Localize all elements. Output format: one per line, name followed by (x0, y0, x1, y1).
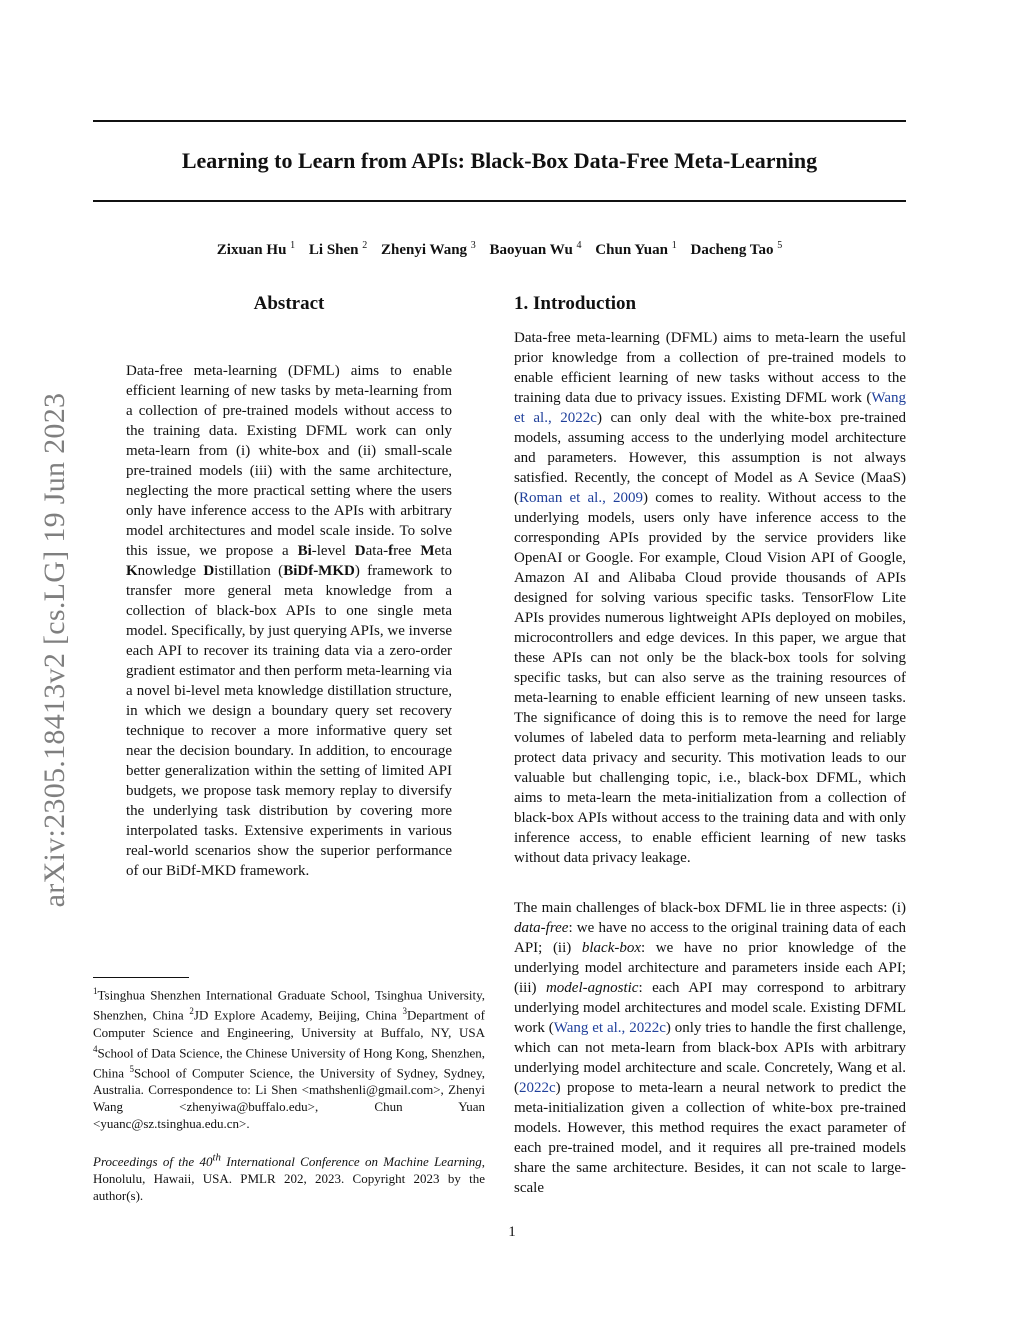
page-number: 1 (508, 1224, 516, 1240)
citation-link[interactable]: 2022c (519, 1080, 556, 1096)
citation-link[interactable]: Wang et al., 2022c (553, 1020, 666, 1036)
intro-paragraph: The main challenges of black-box DFML lie in three aspects: (i) data-free: we have no access to the original training data of each API; (ii) black-box: we have no prior knowledge of the underlying model architecture and parameters inside each API; (iii) model-agnostic: each API may correspond to arbitrary underlying model architectures and model scale. Existing DFML work (Wang et al., 2022c) only tries to handle the first challenge, which can not meta-learn from black-box APIs with arbitrary underlying model architecture and scale. Concretely, Wang et al. (2022c) propose to meta-learn a neural network to predict the meta-initialization given a collection of white-box pre-trained models. However, this method requires the exact parameter of each pre-trained model, and it requires all pre-trained models share the same architecture. Besides, it can not scale to large-scale (514, 900, 906, 1196)
author: Dacheng Tao $^5$ (690, 240, 783, 258)
arxiv-stamp: arXiv:2305.18413v2 [cs.LG] 19 Jun 2023 (38, 392, 71, 908)
author: Li Shen $^2$ (308, 240, 368, 258)
paper-title: Learning to Learn from APIs: Black-Box Data-Free Meta-Learning (181, 148, 818, 173)
intro-paragraph: Data-free meta-learning (DFML) aims to meta-learn the useful prior knowledge from a collection of pre-trained models to enable efficient learning of new tasks without access to the training data due to privacy issues. Existing DFML work (Wang et al., 2022c) can only deal with the white-box pre-trained models, assuming access to the underlying model architecture and parameters. However, this assumption is not always satisfied. Recently, the concept of Model as A Sevice (MaaS) (Roman et al., 2009) comes to reality. Without access to the underlying models, users only have inference access to the corresponding APIs provided by the service providers like OpenAI or Google. For example, Cloud Vision API of Google, Amazon AI and Alibaba Cloud provide thousands of APIs designed for solving various specific tasks. TensorFlow Lite APIs provides numerous lightweight APIs deployed on mobiles, microcontrollers and edge devices. In this paper, we argue that these APIs can not only be the black-box tools for solving specific tasks, but can also serve as the training resources of meta-learning to enable efficient learning of new unseen tasks. The significance of doing this is to remove the need for large volumes of labeled data to perform meta-learning and reliably protect data privacy and security. This motivation leads to our valuable but challenging topic, i.e., black-box DFML, which aims to meta-learn the meta-initialization from a collection of black-box APIs without access to the training data and with only inference access, to enable efficient learning of new tasks without data privacy leakage. (514, 330, 906, 866)
proceedings-note: Proceedings of the 40th International Conference on Machine Learning, Honolulu, Hawaii, USA. PMLR 202, 2023. Copyright 2023 by the author(s). (93, 1152, 485, 1204)
author: Zixuan Hu $^1$ (216, 240, 296, 258)
affiliations-footnote: $^1$Tsinghua Shenzhen International Graduate School, Tsinghua University, Shenzhen, China $^2$JD Explore Academy, Beijing, China $^3$Department of Computer Science and Engineering, University at Buffalo, NY, USA $^4$School of Data Science, the Chinese University of Hong Kong, Shenzhen, China $^5$School of Computer Science, the University of Sydney, Sydney, Australia. Correspondence to: Li Shen <mathshenli@gmail.com>, Zhenyi Wang <zhenyiwa@buffalo.edu>, Chun Yuan <yuanc@sz.tsinghua.edu.cn>. (93, 986, 485, 1132)
author-list (93, 236, 906, 260)
footnote-rule (93, 977, 189, 978)
abstract-text: Data-free meta-learning (DFML) aims to enable efficient learning of new tasks by meta-learning from a collection of pre-trained models without access to the training data. Existing DFML work can only meta-learn from (i) white-box and (ii) small-scale pre-trained models (iii) with the same architecture, neglecting the more practical setting where the users only have inference access to the APIs with arbitrary model architectures and model scale inside. To solve this issue, we propose a Bi-level Data-free Meta Knowledge Distillation (BiDf-MKD) framework to transfer more general meta knowledge from a collection of black-box APIs to one single meta model. Specifically, by just querying APIs, we inverse each API to recover its training data via a zero-order gradient estimator and then perform meta-learning via a novel bi-level meta knowledge distillation structure, in which we design a boundary query set recovery technique to recover a more informative query set near the decision boundary. In addition, to encourage better generalization within the setting of limited API budgets, we propose task memory replay to diversify the underlying task distribution by covering more interpolated tasks. Extensive experiments in various real-world scenarios show the superior performance of our BiDf-MKD framework. (126, 363, 452, 879)
section-heading-introduction: 1. Introduction (514, 293, 637, 314)
top-rule (93, 120, 906, 122)
author: Zhenyi Wang $^3$ (381, 240, 476, 258)
author: Chun Yuan $^1$ (595, 240, 677, 258)
citation-link[interactable]: Roman et al., 2009 (519, 490, 644, 506)
citation-link[interactable]: Wang et al., 2022c (514, 390, 906, 426)
author: Baoyuan Wu $^4$ (489, 240, 582, 258)
abstract-heading: Abstract (253, 293, 325, 314)
title-bottom-rule (93, 200, 906, 202)
